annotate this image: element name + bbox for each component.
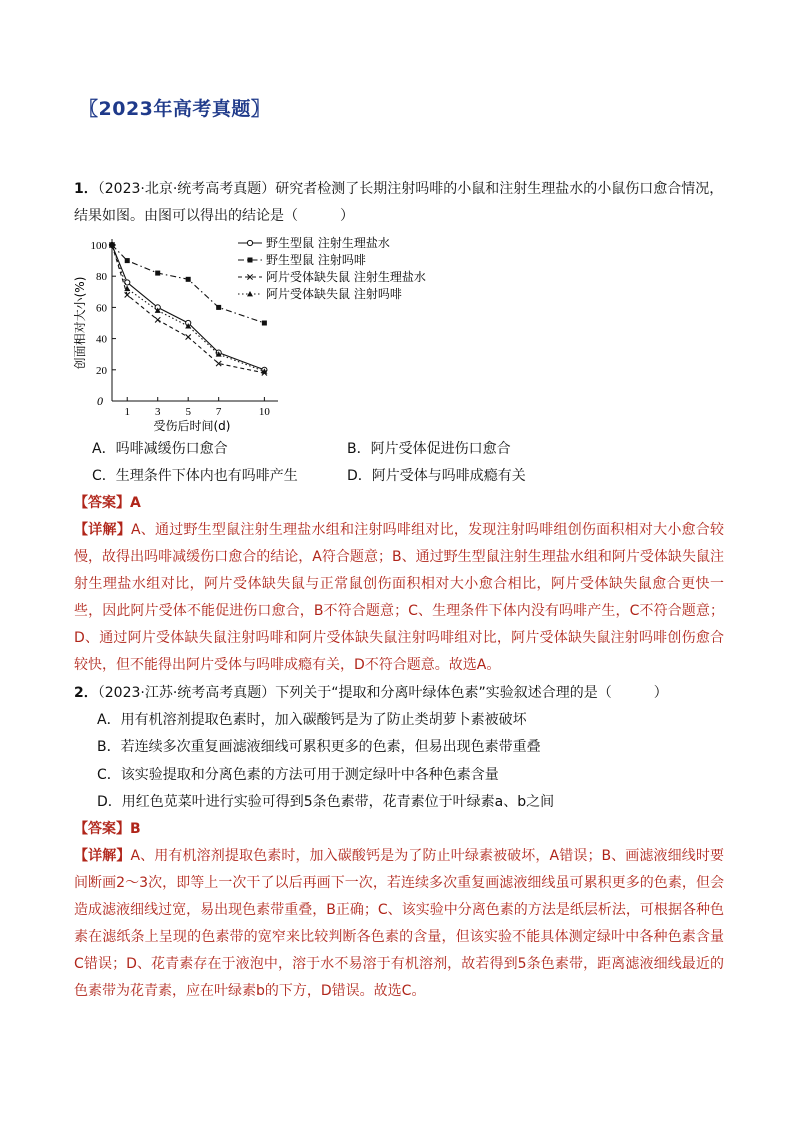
q2-explain-tag: 【详解】 bbox=[74, 848, 131, 864]
x-tick-label: 1 bbox=[124, 406, 130, 418]
chart-svg bbox=[72, 233, 472, 433]
q2-number: 2． bbox=[74, 685, 98, 701]
q1-option-c[interactable]: C．生理条件下体内也有吗啡产生 bbox=[92, 468, 298, 484]
x-axis-label: 受伤后时间(d) bbox=[153, 419, 231, 433]
legend-marker-1 bbox=[247, 240, 252, 245]
q2-stem-text: （2023·江苏·统考高考真题）下列关于“提取和分离叶绿体色素”实验叙述合理的是（ ） bbox=[97, 685, 668, 701]
y-tick-label: 20 bbox=[96, 364, 107, 377]
q2-explanation-text: A、用有机溶剂提取色素时，加入碳酸钙是为了防止叶绿素被破坏，A错误；B、画滤液细线时要间断画2～3次，即等上一次干了以后再画下一次，若连续多次重复画滤液细线虽可累积更多的色素，但会造成滤液细线过宽，易出现色素带重叠，B正确；C、该实验中分离色素的方法是纸层析法，可根据各种色素在滤纸条上呈现的色素带的宽窄来比较判断各色素的含量，但该实验不能具体测定绿叶中各种色素含量C错误；D、花青素存在于液泡中，溶于水不易溶于有机溶剂，故若得到5条色素带，距离滤液细线最近的色素带为花青素，应在叶绿素b的下方，D错误。故选C。 bbox=[74, 848, 724, 999]
legend-label-3: 阿片受体缺失鼠 注射生理盐水 bbox=[266, 270, 426, 284]
y-tick-label: 40 bbox=[96, 333, 107, 346]
legend-marker-4 bbox=[247, 291, 253, 296]
series-2-point bbox=[186, 277, 191, 282]
q1-answer-tag: 【答案】 bbox=[74, 495, 130, 511]
y-tick-label: 60 bbox=[96, 302, 107, 315]
q1-answer-value: A bbox=[130, 495, 141, 511]
y-axis-label: 创面相对大小(%) bbox=[73, 276, 87, 370]
q1-option-b[interactable]: B．阿片受体促进伤口愈合 bbox=[347, 441, 511, 457]
q2-option-d[interactable]: D．用红色苋菜叶进行实验可得到5条色素带，花青素位于叶绿素a、b之间 bbox=[97, 794, 555, 810]
q1-explain-tag: 【详解】 bbox=[74, 522, 131, 538]
q1-stem-text: （2023·北京·统考高考真题）研究者检测了长期注射吗啡的小鼠和注射生理盐水的小鼠伤口愈合情况，结果如图。由图可以得出的结论是（ ） bbox=[74, 181, 724, 224]
x-tick-label: 7 bbox=[215, 406, 222, 418]
series-2-point bbox=[125, 258, 130, 263]
q1-option-d[interactable]: D．阿片受体与吗啡成瘾有关 bbox=[347, 468, 526, 484]
legend-marker-2 bbox=[248, 258, 253, 263]
q2-option-c[interactable]: C．该实验提取和分离色素的方法可用于测定绿叶中各种色素含量 bbox=[97, 767, 499, 783]
origin-label: 0 bbox=[97, 394, 103, 408]
legend-label-1: 野生型鼠 注射生理盐水 bbox=[266, 236, 390, 250]
q2-answer-tag: 【答案】 bbox=[74, 821, 130, 837]
series-3-point bbox=[186, 334, 191, 339]
legend-label-2: 野生型鼠 注射吗啡 bbox=[266, 253, 366, 267]
q2-stem bbox=[74, 680, 724, 707]
q1-explanation bbox=[74, 517, 724, 679]
legend-label-4: 阿片受体缺失鼠 注射吗啡 bbox=[266, 287, 402, 301]
x-tick-label: 5 bbox=[185, 406, 191, 418]
series-2-point bbox=[262, 321, 267, 326]
x-tick-label: 10 bbox=[258, 406, 270, 418]
y-tick-label: 100 bbox=[90, 240, 107, 252]
q1-option-a[interactable]: A．吗啡减缓伤口愈合 bbox=[92, 441, 228, 457]
wound-healing-chart bbox=[72, 233, 472, 433]
q2-option-a[interactable]: A．用有机溶剂提取色素时，加入碳酸钙是为了防止类胡萝卜素被破坏 bbox=[97, 712, 527, 728]
q1-explanation-text: A、通过野生型鼠注射生理盐水组和注射吗啡组对比，发现注射吗啡组创伤面积相对大小愈合较慢，故得出吗啡减缓伤口愈合的结论，A符合题意；B、通过野生型鼠注射生理盐水组和阿片受体缺失鼠注射生理盐水组对比，阿片受体缺失鼠与正常鼠创伤面积相对大小愈合相比，阿片受体缺失鼠愈合更快一些，因此阿片受体不能促进伤口愈合，B不符合题意；C、生理条件下体内没有吗啡产生，C不符合题意；D、通过阿片受体缺失鼠注射吗啡和阿片受体缺失鼠注射吗啡组对比，阿片受体缺失鼠注射吗啡创伤愈合较快，但不能得出阿片受体与吗啡成瘾有关，D不符合题意。故选A。 bbox=[74, 522, 725, 673]
y-tick-label: 80 bbox=[96, 271, 107, 284]
q2-answer bbox=[74, 816, 141, 843]
q1-stem bbox=[74, 176, 724, 230]
series-2-point bbox=[155, 271, 160, 276]
x-tick-label: 3 bbox=[154, 406, 161, 418]
series-3-point bbox=[155, 317, 160, 322]
q2-option-b[interactable]: B．若连续多次重复画滤液细线可累积更多的色素，但易出现色素带重叠 bbox=[97, 739, 541, 755]
q1-number: 1． bbox=[74, 181, 98, 197]
q2-explanation bbox=[74, 843, 724, 1005]
series-2-point bbox=[216, 305, 221, 310]
series-line-2 bbox=[112, 245, 264, 323]
q2-answer-value: B bbox=[130, 821, 141, 837]
section-title: 〖2023年高考真题〗 bbox=[79, 98, 271, 120]
q1-answer bbox=[74, 490, 141, 517]
